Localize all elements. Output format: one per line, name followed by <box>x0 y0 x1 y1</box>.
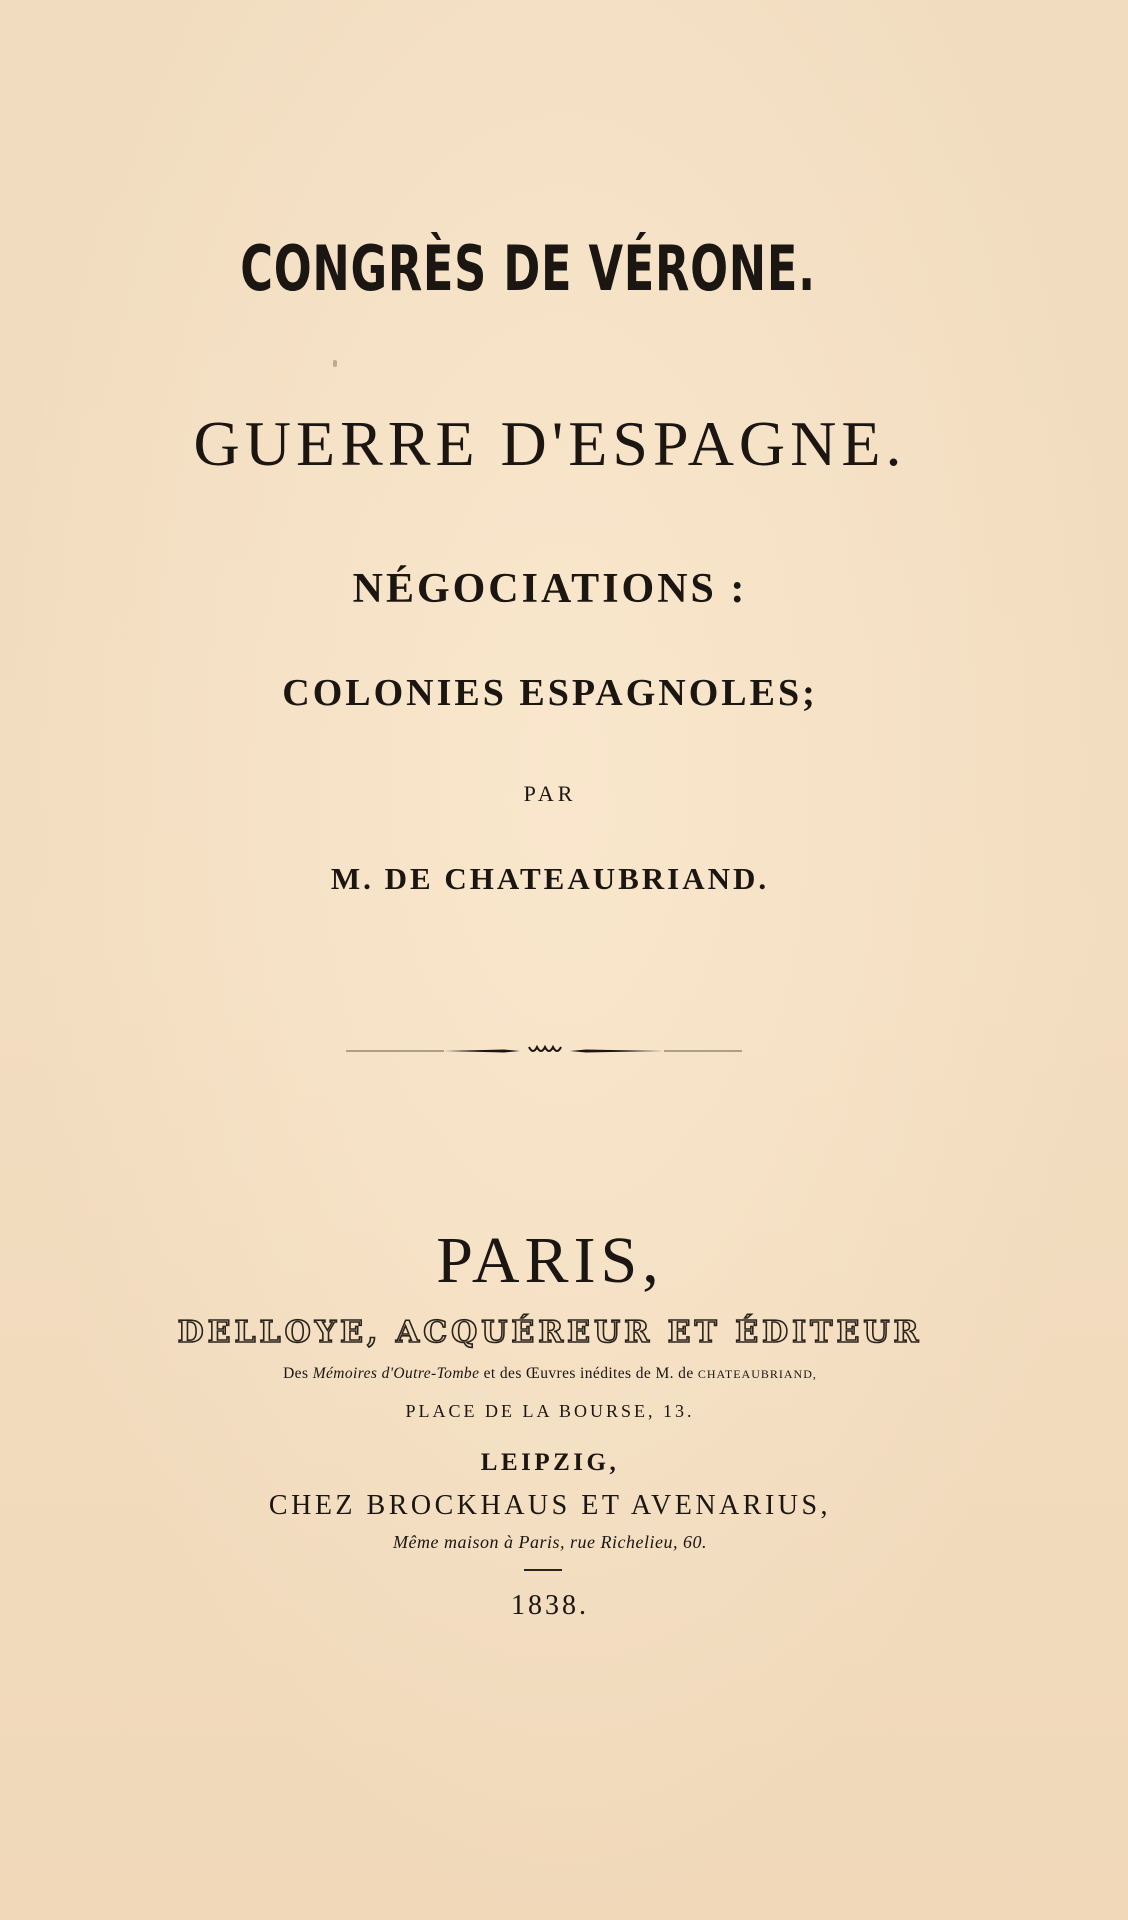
imprint-city: PARIS, <box>436 1224 664 1297</box>
publisher-address: PLACE DE LA BOURSE, 13. <box>405 1401 695 1421</box>
publisher-note <box>0 1366 1100 1382</box>
publisher-note-part-1: Des <box>283 1365 313 1382</box>
second-city: LEIPZIG, <box>480 1449 620 1476</box>
bookseller-note: Même maison à Paris, rue Richelieu, 60. <box>393 1532 707 1552</box>
by-label: PAR <box>523 781 577 806</box>
paper-speck <box>333 360 337 367</box>
title-line-1: CONGRÈS DE VÉRONE. <box>240 232 816 305</box>
publisher-note-part-2: Mémoires d'Outre-Tombe <box>312 1365 480 1382</box>
publisher-note-part-3: et des Œuvres inédites de M. de <box>479 1365 698 1382</box>
publication-year: 1838. <box>511 1590 589 1621</box>
publisher-name: DELLOYE, ACQUÉREUR ET ÉDITEUR <box>177 1315 923 1350</box>
author-name: M. DE CHATEAUBRIAND. <box>330 861 770 896</box>
title-line-4: COLONIES ESPAGNOLES; <box>282 672 818 714</box>
title-line-2: GUERRE D'ESPAGNE. <box>193 408 907 479</box>
bookseller-name: CHEZ BROCKHAUS ET AVENARIUS, <box>268 1490 832 1521</box>
title-line-3: NÉGOCIATIONS : <box>352 566 748 612</box>
publisher-note-part-4: CHATEAUBRIAND, <box>697 1367 817 1381</box>
ornamental-divider <box>344 1040 744 1062</box>
short-rule <box>524 1569 562 1571</box>
